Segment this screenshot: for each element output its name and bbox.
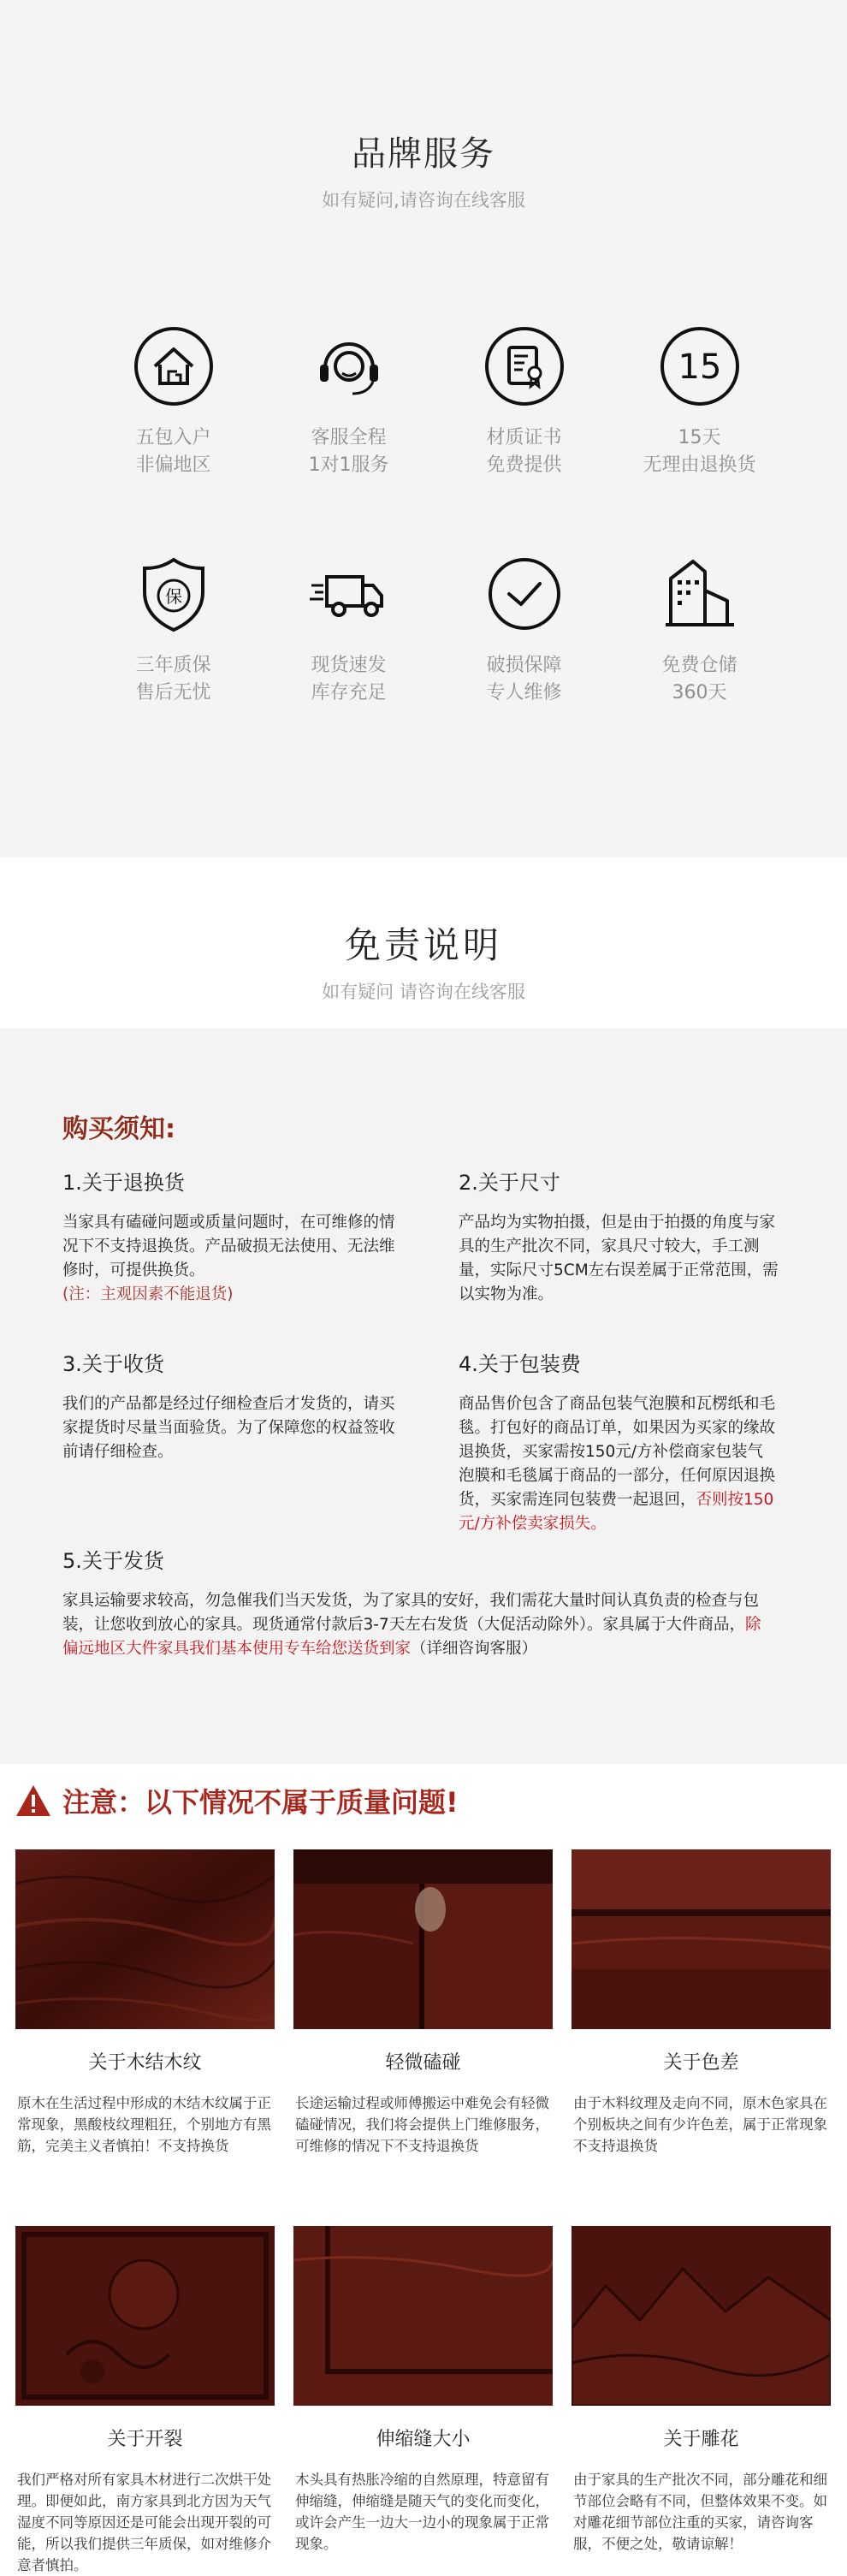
card-title: 关于开裂 bbox=[107, 2429, 183, 2450]
service-line1: 客服全程 bbox=[311, 427, 387, 448]
landscape-carving-photo bbox=[572, 2226, 831, 2406]
quality-gallery-section bbox=[0, 1764, 847, 2573]
warehouse-icon bbox=[659, 553, 741, 635]
shipping-text: 家具运输要求较高，勿急催我们当天发货，为了家具的安好，我们需花大量时间认真负责的检查与包装，让您收到放心的家具。现货通常付款后3-7天左右发货（大促活动除外）。家具属于大件商品， bbox=[62, 1592, 760, 1634]
brand-service-section bbox=[0, 0, 847, 858]
certificate-icon bbox=[483, 325, 566, 407]
service-item bbox=[612, 553, 787, 707]
card-text: 由于木料纹理及走向不同，原木色家具在个别板块之间有少许色差，属于正常现象不支持退换货 bbox=[573, 2095, 827, 2154]
service-line1: 免费仓储 bbox=[661, 655, 737, 676]
notice-size bbox=[459, 1166, 779, 1307]
service-line1: 15天 bbox=[678, 427, 721, 448]
disclaimer-header bbox=[0, 858, 847, 1029]
notice-packing bbox=[459, 1347, 779, 1536]
notice-text: 产品均为实物拍摄，但是由于拍摄的角度与家具的生产批次不同，家具尺寸较大，手工测量，实际尺寸5CM左右误差属于正常范围，需以实物为准。 bbox=[459, 1214, 779, 1303]
shipping-highlight: 除偏远地区大件家具我们基本使用专车给您送货到家 bbox=[62, 1616, 761, 1658]
headset-icon bbox=[308, 325, 390, 407]
service-line1: 三年质保 bbox=[135, 655, 211, 676]
warning-banner bbox=[15, 1781, 459, 1820]
service-line2: 库存充足 bbox=[311, 682, 387, 703]
service-line2: 360天 bbox=[672, 682, 727, 703]
card-text: 原木在生活过程中形成的木结木纹属于正常现象，黑酸枝纹理粗狂，个别地方有黑筋，完美主义者慎拍！不支持换货 bbox=[17, 2095, 271, 2154]
card-text: 木头具有热胀冷缩的自然原理，特意留有伸缩缝，伸缩缝是随天气的变化而变化，或许会产生一边大一边小的现象属于正常现象。 bbox=[295, 2472, 549, 2552]
card-text: 长途运输过程或师傅搬运中难免会有轻微磕碰情况，我们将会提供上门维修服务，可维修的情况下不支持退换货 bbox=[295, 2095, 549, 2154]
service-line2: 免费提供 bbox=[486, 454, 562, 476]
service-line1: 现货速发 bbox=[311, 655, 387, 676]
notice-heading: 2.关于尺寸 bbox=[459, 1171, 560, 1195]
gallery-card bbox=[15, 1849, 275, 2157]
service-line2: 专人维修 bbox=[486, 682, 562, 703]
service-line2: 售后无忧 bbox=[135, 682, 211, 703]
service-item bbox=[436, 325, 612, 479]
returns-note: (注：主观因素不能退货) bbox=[62, 1285, 234, 1303]
notice-heading: 3.关于收货 bbox=[62, 1352, 164, 1376]
color-difference-photo bbox=[572, 1849, 831, 2029]
15-days-icon-number: 15 bbox=[678, 347, 721, 387]
service-item bbox=[86, 325, 261, 479]
service-grid bbox=[86, 325, 787, 707]
service-item bbox=[261, 553, 436, 707]
shipping-tail: （详细咨询客服） bbox=[411, 1640, 538, 1658]
service-item bbox=[261, 325, 436, 479]
gallery-card bbox=[293, 2226, 553, 2555]
card-title: 关于雕花 bbox=[663, 2429, 739, 2450]
brand-title: 品牌服务 bbox=[352, 134, 495, 174]
notice-text: 我们的产品都是经过仔细检查后才发货的，请买家提货时尽量当面验货。为了保障您的权益签收前请仔细检查。 bbox=[62, 1395, 395, 1461]
shield-icon bbox=[133, 553, 215, 635]
service-line1: 五包入户 bbox=[135, 427, 211, 448]
service-line2: 非偏地区 bbox=[135, 454, 211, 476]
notice-text bbox=[62, 1211, 396, 1307]
brand-subtitle: 如有疑问,请咨询在线客服 bbox=[322, 190, 525, 211]
check-icon bbox=[483, 553, 566, 635]
warning-icon bbox=[15, 1784, 52, 1818]
shield-icon-char: 保 bbox=[164, 586, 182, 607]
wood-grain-photo bbox=[15, 1849, 275, 2029]
notice-text bbox=[459, 1392, 779, 1536]
gallery-card bbox=[572, 2226, 831, 2555]
service-item bbox=[612, 325, 787, 479]
notice-heading: 1.关于退换货 bbox=[62, 1171, 185, 1195]
service-item bbox=[436, 553, 612, 707]
notice-returns bbox=[62, 1166, 396, 1307]
service-line1: 材质证书 bbox=[486, 427, 562, 448]
card-text: 由于家具的生产批次不同，部分雕花和细节部位会略有不同，但整体效果不变。如对雕花细节部位注重的买家，请咨询客服，不便之处，敬请谅解！ bbox=[573, 2472, 827, 2552]
card-text: 我们严格对所有家具木材进行二次烘干处理。即便如此，南方家具到北方因为天气湿度不同等原因还是可能会出现开裂的可能，所以我们提供三年质保，如对维修介意者慎拍。 bbox=[17, 2472, 271, 2573]
notice-heading: 4.关于包装费 bbox=[459, 1352, 581, 1376]
15-days-icon bbox=[659, 325, 741, 407]
service-line2: 1对1服务 bbox=[308, 454, 389, 476]
crack-carving-photo bbox=[15, 2226, 275, 2406]
packing-text: 商品售价包含了商品包装气泡膜和瓦楞纸和毛毯。打包好的商品订单，如果因为买家的缘故退换货，买家需按150元/方补偿商家包装气泡膜和毛毯属于商品的一部分，任何原因退换货，买家需连同包装费一起退回， bbox=[459, 1395, 776, 1509]
notice-text bbox=[62, 1589, 769, 1661]
service-line2: 无理由退换货 bbox=[643, 454, 756, 476]
packing-highlight: 否则按150元/方补偿卖家损失。 bbox=[459, 1491, 774, 1533]
house-icon bbox=[133, 325, 215, 407]
gallery-card bbox=[293, 1849, 553, 2157]
card-title: 关于色差 bbox=[663, 2052, 739, 2074]
notice-heading: 5.关于发货 bbox=[62, 1549, 164, 1573]
gallery-card bbox=[572, 1849, 831, 2157]
returns-text: 当家具有磕碰问题或质量问题时，在可维修的情况下不支持退换货。产品破损无法使用、无法维修时，可提供换货。 bbox=[62, 1214, 395, 1279]
service-line1: 破损保障 bbox=[486, 655, 562, 676]
card-title: 关于木结木纹 bbox=[88, 2052, 202, 2074]
notice-title: 购买须知: bbox=[62, 1114, 175, 1144]
warning-text: 注意：以下情况不属于质量问题! bbox=[62, 1786, 459, 1819]
purchase-notice-section bbox=[0, 1029, 847, 1764]
gallery-card bbox=[15, 2226, 275, 2576]
truck-icon bbox=[308, 553, 390, 635]
expansion-joint-photo bbox=[293, 2226, 553, 2406]
notice-receiving bbox=[62, 1347, 396, 1464]
card-title: 轻微磕碰 bbox=[385, 2052, 461, 2074]
card-title: 伸缩缝大小 bbox=[376, 2429, 471, 2450]
corner-dent-photo bbox=[293, 1849, 553, 2029]
disclaimer-title: 免责说明 bbox=[344, 924, 502, 966]
service-item bbox=[86, 553, 261, 707]
disclaimer-subtitle: 如有疑问 请咨询在线客服 bbox=[322, 982, 525, 1002]
notice-shipping bbox=[62, 1544, 769, 1661]
